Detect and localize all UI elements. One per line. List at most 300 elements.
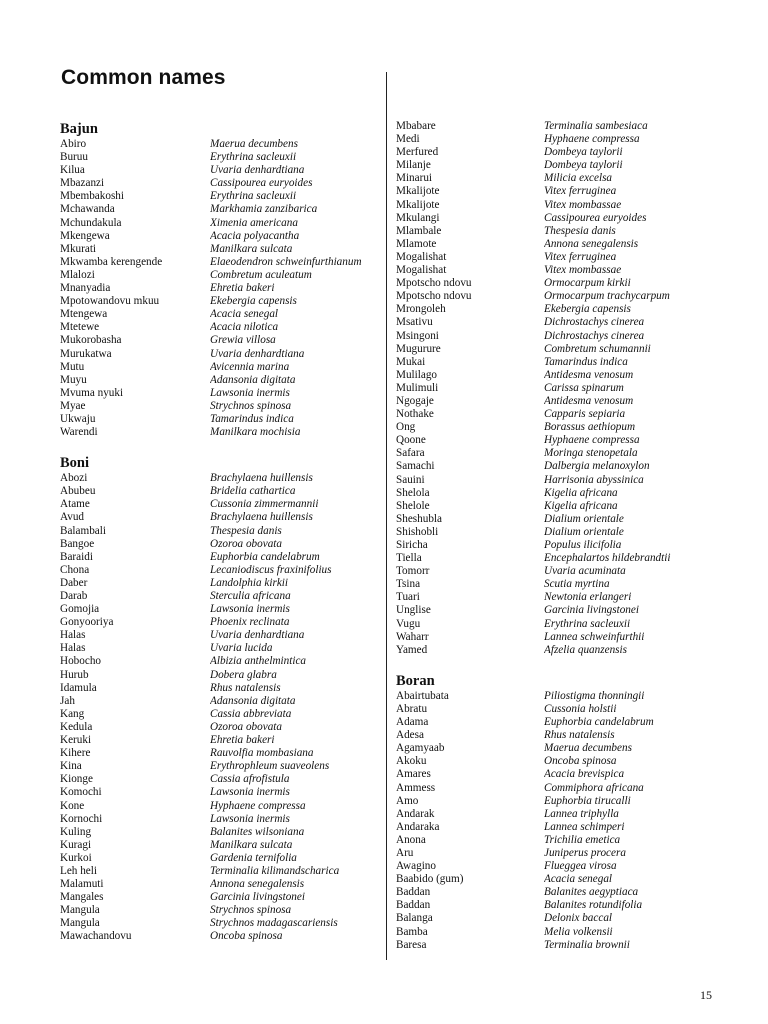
name-entry <box>60 164 378 177</box>
name-entry <box>396 631 716 644</box>
common-name: Komochi <box>60 786 102 799</box>
common-name: Baraidi <box>60 550 93 563</box>
scientific-name: Markhamia zanzibarica <box>210 203 318 216</box>
name-entry <box>396 591 716 604</box>
scientific-name: Albizia anthelmintica <box>210 655 307 668</box>
common-name: Buruu <box>60 151 88 164</box>
name-entry <box>60 669 378 682</box>
scientific-name: Rauvolfia mombasiana <box>210 747 314 760</box>
scientific-name: Oncoba spinosa <box>544 755 617 768</box>
name-entry <box>60 564 378 577</box>
scientific-name: Thespesia danis <box>544 224 616 237</box>
scientific-name: Dialium orientale <box>544 512 624 525</box>
common-name: Shelola <box>396 486 430 499</box>
common-name: Mulimuli <box>396 381 439 394</box>
common-name: Gomojia <box>60 603 100 616</box>
section-heading: Bajun <box>60 121 98 137</box>
scientific-name: Brachylaena huillensis <box>210 511 313 524</box>
name-entry <box>60 603 378 616</box>
scientific-name: Ozoroa obovata <box>210 537 282 550</box>
common-name: Andarak <box>396 807 435 820</box>
common-name: Kionge <box>60 773 93 786</box>
name-entry <box>60 348 378 361</box>
common-name: Nothake <box>396 408 434 421</box>
scientific-name: Uvaria acuminata <box>544 565 626 578</box>
name-entry <box>60 426 378 439</box>
name-entry <box>396 316 716 329</box>
name-entry <box>60 721 378 734</box>
common-name: Shishobli <box>396 525 439 538</box>
scientific-name: Vitex mombassae <box>544 264 622 277</box>
section-bajun <box>60 120 378 439</box>
scientific-name: Hyphaene compressa <box>544 434 640 447</box>
name-entry <box>60 361 378 374</box>
common-name: Mrongoleh <box>396 303 446 316</box>
section-gap <box>396 657 716 672</box>
name-entry <box>396 460 716 473</box>
scientific-name: Cassipourea euryoides <box>544 211 647 224</box>
common-name: Chona <box>60 563 90 576</box>
scientific-name: Combretum schumannii <box>544 342 651 355</box>
common-name: Kuling <box>60 825 92 838</box>
name-entry <box>396 742 716 755</box>
scientific-name: Tamarindus indica <box>210 412 294 425</box>
common-name: Amo <box>396 794 419 807</box>
section-boni <box>60 454 378 943</box>
scientific-name: Capparis sepiaria <box>544 408 626 421</box>
name-entry <box>396 860 716 873</box>
name-entry <box>396 755 716 768</box>
name-entry <box>60 374 378 387</box>
common-name: Sheshubla <box>396 512 442 525</box>
scientific-name: Acacia brevispica <box>544 768 625 781</box>
name-entry <box>396 618 716 631</box>
name-entry <box>60 813 378 826</box>
common-name: Mbembakoshi <box>60 190 125 203</box>
name-entry <box>60 577 378 590</box>
common-name: Siricha <box>396 539 428 551</box>
common-name: Mkulangi <box>396 211 440 224</box>
common-name: Murukatwa <box>60 347 112 360</box>
scientific-name: Cassia afrofistula <box>210 773 290 786</box>
name-entry <box>60 282 378 295</box>
common-name: Kuragi <box>60 838 92 851</box>
name-entry <box>396 185 716 198</box>
scientific-name: Brachylaena huillensis <box>210 472 313 485</box>
scientific-name: Commiphora africana <box>544 781 644 794</box>
common-name: Mogalishat <box>396 264 447 277</box>
name-entry <box>396 703 716 716</box>
scientific-name: Uvaria lucida <box>210 642 273 655</box>
scientific-name: Landolphia kirkii <box>210 576 289 589</box>
name-entry <box>396 382 716 395</box>
name-entry <box>60 852 378 865</box>
name-entry <box>60 800 378 813</box>
name-entry <box>396 225 716 238</box>
common-name: Adesa <box>396 729 424 742</box>
common-name: Yamed <box>396 643 428 656</box>
name-entry <box>396 729 716 742</box>
name-entry <box>60 151 378 164</box>
scientific-name: Carissa spinarum <box>544 381 624 394</box>
name-entry <box>60 525 378 538</box>
common-name: Agamyaab <box>396 742 445 755</box>
name-entry <box>396 926 716 939</box>
common-name: Avud <box>60 511 85 524</box>
common-name: Muyu <box>60 373 87 386</box>
common-name: Amares <box>396 768 431 781</box>
left-column <box>60 120 378 944</box>
scientific-name: Cussonia zimmermannii <box>210 498 319 511</box>
section-gap <box>60 439 378 454</box>
scientific-name: Ximenia americana <box>210 216 298 229</box>
common-name: Abubeu <box>60 485 96 498</box>
name-entry <box>396 899 716 912</box>
scientific-name: Ekebergia capensis <box>544 303 631 316</box>
name-entry <box>60 551 378 564</box>
common-name: Andaraka <box>396 820 440 833</box>
scientific-name: Acacia senegal <box>544 873 613 886</box>
scientific-name: Ekebergia capensis <box>210 295 297 308</box>
name-entry <box>60 629 378 642</box>
name-entry <box>60 295 378 308</box>
name-entry <box>60 655 378 668</box>
name-entry <box>396 539 716 552</box>
name-entry <box>396 447 716 460</box>
scientific-name: Lecaniodiscus fraxinifolius <box>210 563 332 576</box>
common-name: Unglise <box>396 604 431 617</box>
name-entry <box>60 616 378 629</box>
scientific-name: Dalbergia melanoxylon <box>544 460 650 473</box>
scientific-name: Cassipourea euryoides <box>210 177 313 190</box>
right-column <box>396 120 716 952</box>
common-name: Halas <box>60 629 86 642</box>
name-entry <box>60 308 378 321</box>
scientific-name: Euphorbia candelabrum <box>210 550 320 563</box>
common-name: Mkengewa <box>60 229 110 242</box>
scientific-name: Encephalartos hildebrandtii <box>544 552 671 565</box>
scientific-name: Flueggea virosa <box>544 860 617 873</box>
common-name: Tuari <box>396 591 420 604</box>
scientific-name: Dombeya taylorii <box>544 159 623 172</box>
scientific-name: Strychnos spinosa <box>210 904 292 917</box>
common-name: Milanje <box>396 159 431 172</box>
scientific-name: Lannea schimperi <box>544 820 625 833</box>
name-entry <box>396 578 716 591</box>
scientific-name: Euphorbia tirucalli <box>544 794 631 807</box>
scientific-name: Milicia excelsa <box>544 172 613 185</box>
scientific-name: Piliostigma thonningii <box>544 689 645 702</box>
name-entry <box>396 199 716 212</box>
section-heading: Boran <box>396 672 435 689</box>
common-name: Vugu <box>396 617 421 630</box>
scientific-name: Erythrina sacleuxii <box>544 617 631 630</box>
scientific-name: Kigelia africana <box>544 486 618 499</box>
common-name: Baresa <box>396 938 427 951</box>
name-entry <box>396 277 716 290</box>
common-name: Malamuti <box>60 878 104 891</box>
scientific-name: Antidesma venosum <box>544 394 634 407</box>
name-entry <box>396 565 716 578</box>
name-entry <box>396 604 716 617</box>
scientific-name: Ormocarpum kirkii <box>544 277 631 290</box>
name-entry <box>60 498 378 511</box>
scientific-name: Erythrina sacleuxii <box>210 190 297 203</box>
common-name: Tiella <box>396 552 422 565</box>
common-name: Mtengewa <box>60 308 108 321</box>
scientific-name: Moringa stenopetala <box>544 447 638 460</box>
name-entry <box>60 387 378 400</box>
name-entry <box>60 511 378 524</box>
common-name: Mulilago <box>396 368 438 381</box>
section-continued <box>396 120 716 657</box>
name-entry <box>60 538 378 551</box>
name-entry <box>60 400 378 413</box>
common-name: Mpotscho ndovu <box>396 277 472 290</box>
scientific-name: Acacia senegal <box>210 308 279 321</box>
name-entry <box>396 808 716 821</box>
name-entry <box>396 290 716 303</box>
common-name: Mvuma nyuki <box>60 386 124 399</box>
name-entry <box>396 487 716 500</box>
common-name: Mtetewe <box>60 321 100 334</box>
scientific-name: Erythrina sacleuxii <box>210 151 297 164</box>
name-entry <box>396 159 716 172</box>
column-divider <box>386 72 387 960</box>
scientific-name: Maerua decumbens <box>210 138 298 150</box>
name-entry <box>396 795 716 808</box>
name-entry <box>60 865 378 878</box>
name-entry <box>396 434 716 447</box>
name-entry <box>60 904 378 917</box>
scientific-name: Strychnos spinosa <box>210 399 292 412</box>
scientific-name: Acacia polyacantha <box>210 229 300 242</box>
scientific-name: Dichrostachys cinerea <box>544 316 645 329</box>
common-name: Msingoni <box>396 329 439 342</box>
scientific-name: Uvaria denhardtiana <box>210 164 305 177</box>
scientific-name: Cassia abbreviata <box>210 707 292 720</box>
common-name: Mangula <box>60 904 100 917</box>
name-entry <box>396 474 716 487</box>
common-name: Mpotscho ndovu <box>396 290 472 303</box>
scientific-name: Uvaria denhardtiana <box>210 629 305 642</box>
name-entry <box>396 303 716 316</box>
name-entry <box>60 826 378 839</box>
scientific-name: Bridelia cathartica <box>210 485 296 498</box>
scientific-name: Vitex mombassae <box>544 198 622 211</box>
scientific-name: Garcinia livingstonei <box>210 891 305 904</box>
name-entry <box>396 834 716 847</box>
name-entry <box>60 334 378 347</box>
name-entry <box>396 768 716 781</box>
name-entry <box>396 716 716 729</box>
scientific-name: Kigelia africana <box>544 499 618 512</box>
common-name: Baddan <box>396 886 431 899</box>
common-name: Sauini <box>396 473 425 486</box>
common-name: Hurub <box>60 668 89 681</box>
common-name: Leh heli <box>60 864 97 877</box>
scientific-name: Hyphaene compressa <box>210 799 306 812</box>
scientific-name: Oncoba spinosa <box>210 930 283 943</box>
name-entry <box>396 172 716 185</box>
common-name: Myae <box>60 399 86 412</box>
common-name: Atame <box>60 498 90 511</box>
name-entry <box>396 146 716 159</box>
common-name: Adama <box>396 716 429 729</box>
scientific-name: Sterculia africana <box>210 590 291 602</box>
scientific-name: Hyphaene compressa <box>544 133 640 146</box>
common-name: Aru <box>396 846 414 859</box>
common-name: Balambali <box>60 524 106 537</box>
scientific-name: Manilkara sulcata <box>210 838 293 851</box>
name-entry <box>396 644 716 657</box>
common-name: Kang <box>60 707 85 720</box>
scientific-name: Dombeya taylorii <box>544 146 623 159</box>
name-entry <box>60 682 378 695</box>
common-name: Abairtubata <box>396 689 449 702</box>
name-entry <box>396 513 716 526</box>
scientific-name: Rhus natalensis <box>544 729 615 742</box>
scientific-name: Thespesia danis <box>210 524 282 537</box>
common-name: Mkalijote <box>396 185 440 198</box>
common-name: Ammess <box>396 781 436 794</box>
name-entry <box>396 552 716 565</box>
common-name: Kihere <box>60 747 91 760</box>
scientific-name: Newtonia erlangeri <box>544 591 632 604</box>
scientific-name: Tamarindus indica <box>544 355 628 368</box>
common-name: Mukai <box>396 355 426 368</box>
name-entry <box>396 330 716 343</box>
common-name: Baddan <box>396 899 431 912</box>
name-entry <box>60 708 378 721</box>
scientific-name: Terminalia sambesiaca <box>544 120 648 132</box>
name-entry <box>396 690 716 703</box>
scientific-name: Trichilia emetica <box>544 833 621 846</box>
common-name: Kornochi <box>60 812 103 825</box>
common-name: Medi <box>396 133 420 146</box>
scientific-name: Lannea triphylla <box>544 807 619 820</box>
scientific-name: Manilkara sulcata <box>210 242 293 255</box>
common-name: Mugurure <box>396 342 441 355</box>
common-name: Balanga <box>396 912 433 925</box>
scientific-name: Dialium orientale <box>544 525 624 538</box>
page-title: Common names <box>61 66 226 89</box>
name-entry <box>60 177 378 190</box>
common-name: Baabido (gum) <box>396 873 464 886</box>
name-entry <box>396 133 716 146</box>
name-entry <box>60 485 378 498</box>
name-entry <box>396 264 716 277</box>
name-entry <box>396 238 716 251</box>
common-name: Darab <box>60 590 88 602</box>
name-entry <box>60 891 378 904</box>
name-entry <box>60 917 378 930</box>
common-name: Mbazanzi <box>60 177 105 190</box>
scientific-name: Vitex ferruginea <box>544 185 617 198</box>
page-number: 15 <box>700 988 712 1002</box>
common-name: Mkalijote <box>396 198 440 211</box>
common-name: Mogalishat <box>396 250 447 263</box>
scientific-name: Delonix baccal <box>544 912 613 925</box>
common-name: Mawachandovu <box>60 930 132 943</box>
name-entry <box>396 395 716 408</box>
scientific-name: Dichrostachys cinerea <box>544 329 645 342</box>
common-name: Mkurati <box>60 242 97 255</box>
common-name: Kedula <box>60 720 93 733</box>
common-name: Gonyooriya <box>60 616 114 629</box>
scientific-name: Afzelia quanzensis <box>544 643 627 656</box>
common-name: Mnanyadia <box>60 282 111 295</box>
scientific-name: Ozoroa obovata <box>210 720 282 733</box>
scientific-name: Manilkara mochisia <box>210 426 301 439</box>
common-name: Mchawanda <box>60 203 115 216</box>
scientific-name: Rhus natalensis <box>210 681 281 694</box>
common-name: Awagino <box>396 860 436 873</box>
common-name: Kilua <box>60 164 85 177</box>
scientific-name: Vitex ferruginea <box>544 250 617 263</box>
scientific-name: Balanites aegyptiaca <box>544 886 639 899</box>
name-entry <box>60 786 378 799</box>
name-entry <box>60 269 378 282</box>
common-name: Abiro <box>60 138 87 150</box>
scientific-name: Terminalia brownii <box>544 938 630 951</box>
name-entry <box>396 120 716 133</box>
name-entry <box>396 369 716 382</box>
name-entry <box>396 886 716 899</box>
common-name: Kurkoi <box>60 851 92 864</box>
name-entry <box>396 421 716 434</box>
name-entry <box>60 747 378 760</box>
common-name: Mpotowandovu mkuu <box>60 295 160 308</box>
name-entry <box>396 500 716 513</box>
scientific-name: Strychnos madagascariensis <box>210 917 338 930</box>
scientific-name: Adansonia digitata <box>210 694 296 707</box>
name-entry <box>60 413 378 426</box>
common-name: Halas <box>60 642 86 655</box>
common-name: Merfured <box>396 146 439 159</box>
common-name: Kina <box>60 760 82 773</box>
common-name: Ukwaju <box>60 412 96 425</box>
section-heading: Boni <box>60 455 90 472</box>
common-name: Tsina <box>396 578 421 591</box>
scientific-name: Balanites rotundifolia <box>544 899 643 912</box>
common-name: Mlamote <box>396 237 437 250</box>
scientific-name: Lawsonia inermis <box>210 812 290 825</box>
scientific-name: Balanites wilsoniana <box>210 825 305 838</box>
name-entry <box>396 912 716 925</box>
common-name: Daber <box>60 576 88 589</box>
name-entry <box>60 773 378 786</box>
name-entry <box>60 878 378 891</box>
name-entry <box>60 243 378 256</box>
scientific-name: Euphorbia candelabrum <box>544 716 654 729</box>
name-entry <box>396 939 716 952</box>
name-entry <box>60 321 378 334</box>
name-entry <box>396 821 716 834</box>
scientific-name: Terminalia kilimandscharica <box>210 864 340 877</box>
scientific-name: Adansonia digitata <box>210 373 296 386</box>
name-entry <box>60 472 378 485</box>
name-entry <box>60 839 378 852</box>
name-entry <box>60 230 378 243</box>
common-name: Mlambale <box>396 224 442 237</box>
scientific-name: Lawsonia inermis <box>210 603 290 616</box>
common-name: Hobocho <box>60 655 102 668</box>
scientific-name: Borassus aethiopum <box>544 421 636 434</box>
scientific-name: Avicennia marina <box>210 360 290 373</box>
common-name: Mutu <box>60 360 85 373</box>
name-entry <box>396 782 716 795</box>
